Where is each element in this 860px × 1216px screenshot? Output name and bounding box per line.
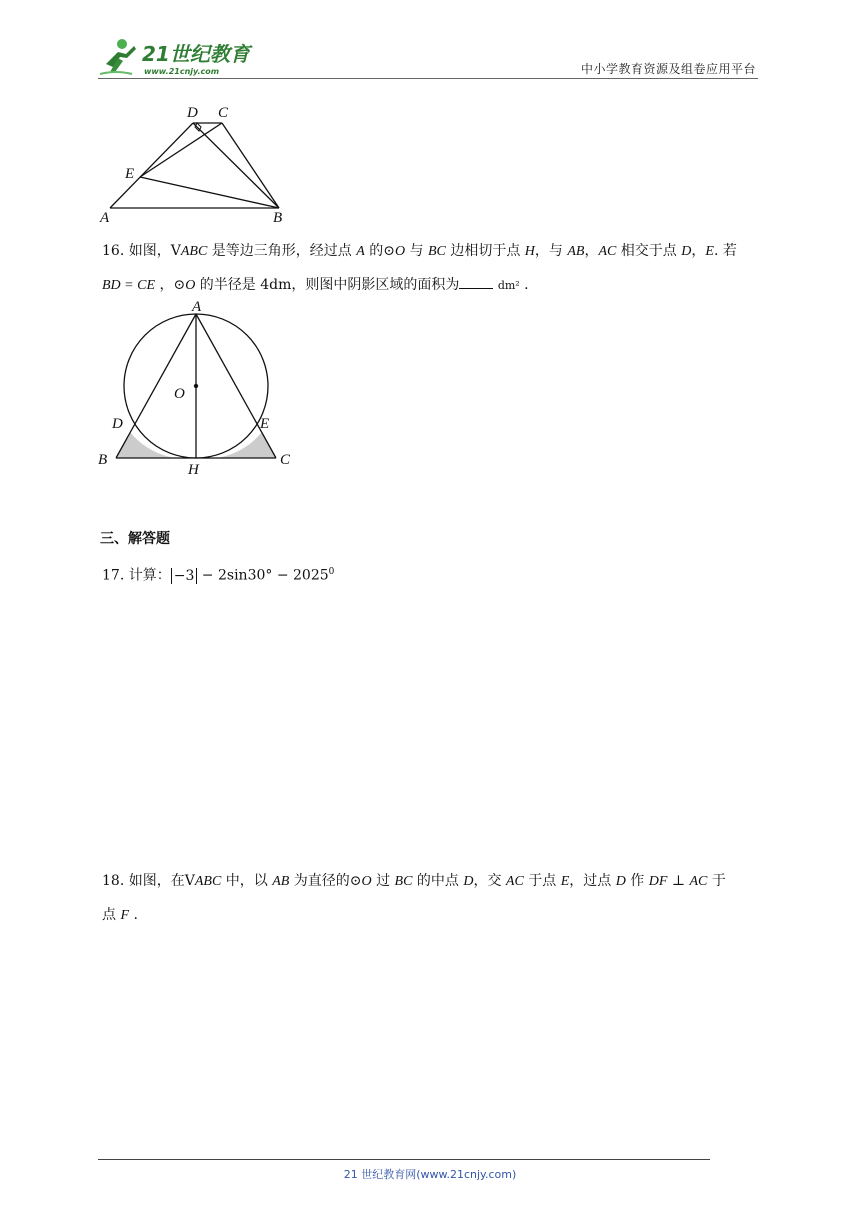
question-17 [102, 555, 766, 593]
absolute-value: −3 [171, 568, 198, 584]
platform-title: 中小学教育资源及组卷应用平台 [580, 62, 756, 76]
text-segment: ， [691, 243, 706, 259]
header-divider [98, 78, 758, 79]
text-segment: 为直径的⊙ [289, 873, 362, 889]
label-D: D [187, 105, 198, 121]
math-var: AC [689, 874, 708, 889]
footer-text[interactable]: 21 世纪教育网(www.21cnjy.com) [343, 1168, 517, 1181]
math-var: AC [505, 874, 524, 889]
math-var: E [560, 874, 570, 889]
logo-url: www.21cnjy.com [144, 67, 220, 76]
math-var: A [356, 244, 365, 259]
text-segment: 的中点 [412, 873, 464, 889]
math-var: E [705, 244, 714, 259]
label-E: E [260, 416, 270, 432]
math-var: AC [598, 244, 617, 259]
math-var: O [185, 278, 196, 293]
text-segment: ，交 [473, 873, 506, 889]
exponent: 0 [328, 567, 335, 577]
text-segment: 如图，在 [128, 873, 185, 889]
equation-bd-ce: BD = CE [102, 278, 155, 293]
math-var: ABC [180, 244, 208, 259]
text-segment: 边相切于点 [445, 243, 525, 259]
math-var: D [615, 874, 626, 889]
math-var: AB [567, 244, 585, 259]
text-segment: 作 [625, 873, 649, 889]
footer-divider [98, 1159, 710, 1160]
text-segment: 是等边三角形，经过点 [207, 243, 357, 259]
math-var: BC [394, 874, 413, 889]
question-18-line-1 [102, 864, 766, 899]
text-segment: 过 [371, 873, 395, 889]
triangle-symbol: V [184, 873, 195, 889]
expression: − 2sin30° − 2025 [197, 567, 329, 584]
text-segment: 的半径是 4dm，则图中阴影区域的面积为 [195, 277, 460, 293]
text-segment: . [524, 277, 529, 293]
text-segment: 中，以 [221, 873, 273, 889]
question-number: 17. [102, 567, 125, 584]
triangle-symbol: V [170, 243, 181, 259]
math-var: BC [427, 244, 446, 259]
math-var: D [681, 244, 692, 259]
text-segment: 于点 [523, 873, 561, 889]
logo-text: 21世纪教育 [142, 42, 250, 66]
question-number: 16. [102, 243, 125, 259]
math-var: ABC [194, 874, 222, 889]
text-segment: ，过点 [569, 873, 616, 889]
math-var: DF [648, 874, 668, 889]
label-O: O [174, 386, 185, 402]
text-segment: 计算： [128, 567, 171, 584]
text-segment: ，⊙ [159, 277, 186, 293]
figure-trapezoid [96, 98, 296, 228]
text-segment: . [129, 907, 138, 923]
text-segment: ，与 [534, 243, 568, 259]
math-var: O [394, 244, 406, 259]
text-segment: 如图， [128, 243, 171, 259]
unit-label: dm² [497, 279, 520, 292]
math-var: H [524, 244, 535, 259]
math-var: AB [272, 874, 290, 889]
question-16-line-1 [102, 234, 766, 269]
text-segment: 的⊙ [364, 243, 395, 259]
figure-circle-triangle [94, 298, 304, 480]
label-D: D [112, 416, 123, 432]
label-A: A [100, 210, 110, 226]
label-B: B [98, 452, 108, 468]
math-var: O [361, 874, 372, 889]
label-C: C [218, 105, 229, 121]
site-logo [96, 36, 256, 78]
label-A: A [192, 299, 202, 315]
text-segment: ， [584, 243, 599, 259]
label-H: H [188, 462, 199, 478]
math-var: F [120, 908, 130, 923]
text-segment: . 若 [713, 243, 737, 259]
math-var: D [463, 874, 474, 889]
label-B: B [273, 210, 283, 226]
text-segment: 于 [707, 873, 726, 889]
text-segment: 相交于点 [616, 243, 682, 259]
question-number: 18. [102, 873, 125, 889]
text-segment: 与 [405, 243, 428, 259]
label-E: E [125, 166, 135, 182]
answer-blank [459, 274, 493, 289]
perpendicular-symbol: ⊥ [667, 873, 690, 889]
runner-logo-icon [96, 36, 256, 78]
question-18-line-2 [102, 898, 766, 933]
section-heading: 三、解答题 [100, 531, 170, 547]
text-segment: 点 [102, 907, 121, 923]
label-C: C [280, 452, 291, 468]
